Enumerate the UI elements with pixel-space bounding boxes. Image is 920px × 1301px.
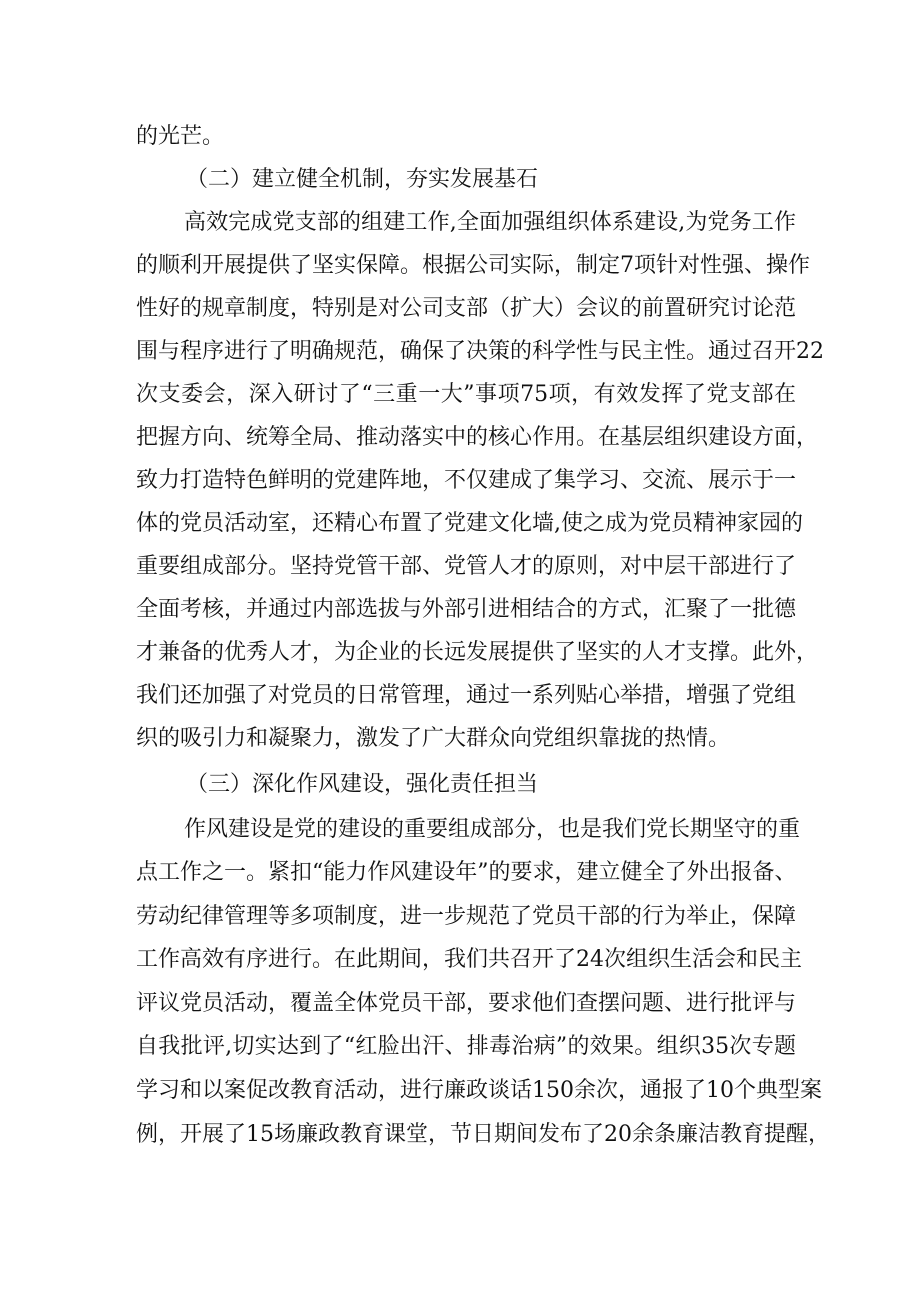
paragraph-line: 工作高效有序进行。在此期间，我们共召开了24次组织生活会和民主 — [136, 947, 802, 972]
paragraph-line: 把握方向、统筹全局、推动落实中的核心作用。在基层组织建设方面， — [136, 425, 819, 450]
paragraph-line: 评议党员活动，覆盖全体党员干部，要求他们查摆问题、进行批评与 — [136, 991, 797, 1016]
paragraph-line: 体的党员活动室，还精心布置了党建文化墙,使之成为党员精神家园的 — [136, 511, 803, 536]
paragraph-line: 性好的规章制度，特别是对公司支部（扩大）会议的前置研究讨论范 — [136, 296, 797, 321]
paragraph-line: 高效完成党支部的组建工作,全面加强组织体系建设,为党务工作 — [184, 210, 796, 235]
paragraph-line: 自我批评,切实达到了“红脸出汗、排毒治病”的效果。组织35次专题 — [136, 1034, 796, 1059]
paragraph-line: 例，开展了15场廉政教育课堂，节日期间发布了20余条廉洁教育提醒， — [136, 1122, 830, 1147]
paragraph-line: 围与程序进行了明确规范，确保了决策的科学性与民主性。通过召开22 — [136, 339, 824, 364]
paragraph-line: 才兼备的优秀人才，为企业的长远发展提供了坚实的人才支撑。此外， — [136, 640, 819, 665]
paragraph-line: 织的吸引力和凝聚力，激发了广大群众向党组织靠拢的热情。 — [136, 726, 731, 751]
paragraph-line: 全面考核，并通过内部选拔与外部引进相结合的方式，汇聚了一批德 — [136, 597, 797, 622]
paragraph-line: 我们还加强了对党员的日常管理，通过一系列贴心举措，增强了党组 — [136, 683, 797, 708]
section-heading-2: （二）建立健全机制，夯实发展基石 — [186, 167, 539, 192]
paragraph-line: 点工作之一。紧扣“能力作风建设年”的要求，建立健全了外出报备、 — [136, 860, 797, 885]
paragraph-line: 作风建设是党的建设的重要组成部分，也是我们党长期坚守的重 — [184, 817, 801, 842]
paragraph-line: 的顺利开展提供了坚实保障。根据公司实际，制定7项针对性强、操作 — [136, 253, 810, 278]
paragraph-line: 学习和以案促改教育活动，进行廉政谈话150余次，通报了10个典型案 — [136, 1078, 822, 1103]
section-heading-3: （三）深化作风建设，强化责任担当 — [186, 772, 539, 797]
paragraph-line: 重要组成部分。坚持党管干部、党管人才的原则，对中层干部进行了 — [136, 554, 797, 579]
paragraph-line: 的光芒。 — [136, 124, 225, 149]
paragraph-line: 致力打造特色鲜明的党建阵地，不仅建成了集学习、交流、展示于一 — [136, 468, 797, 493]
paragraph-line: 劳动纪律管理等多项制度，进一步规范了党员干部的行为举止，保障 — [136, 904, 797, 929]
paragraph-line: 次支委会，深入研讨了“三重一大”事项75项，有效发挥了党支部在 — [136, 382, 796, 407]
